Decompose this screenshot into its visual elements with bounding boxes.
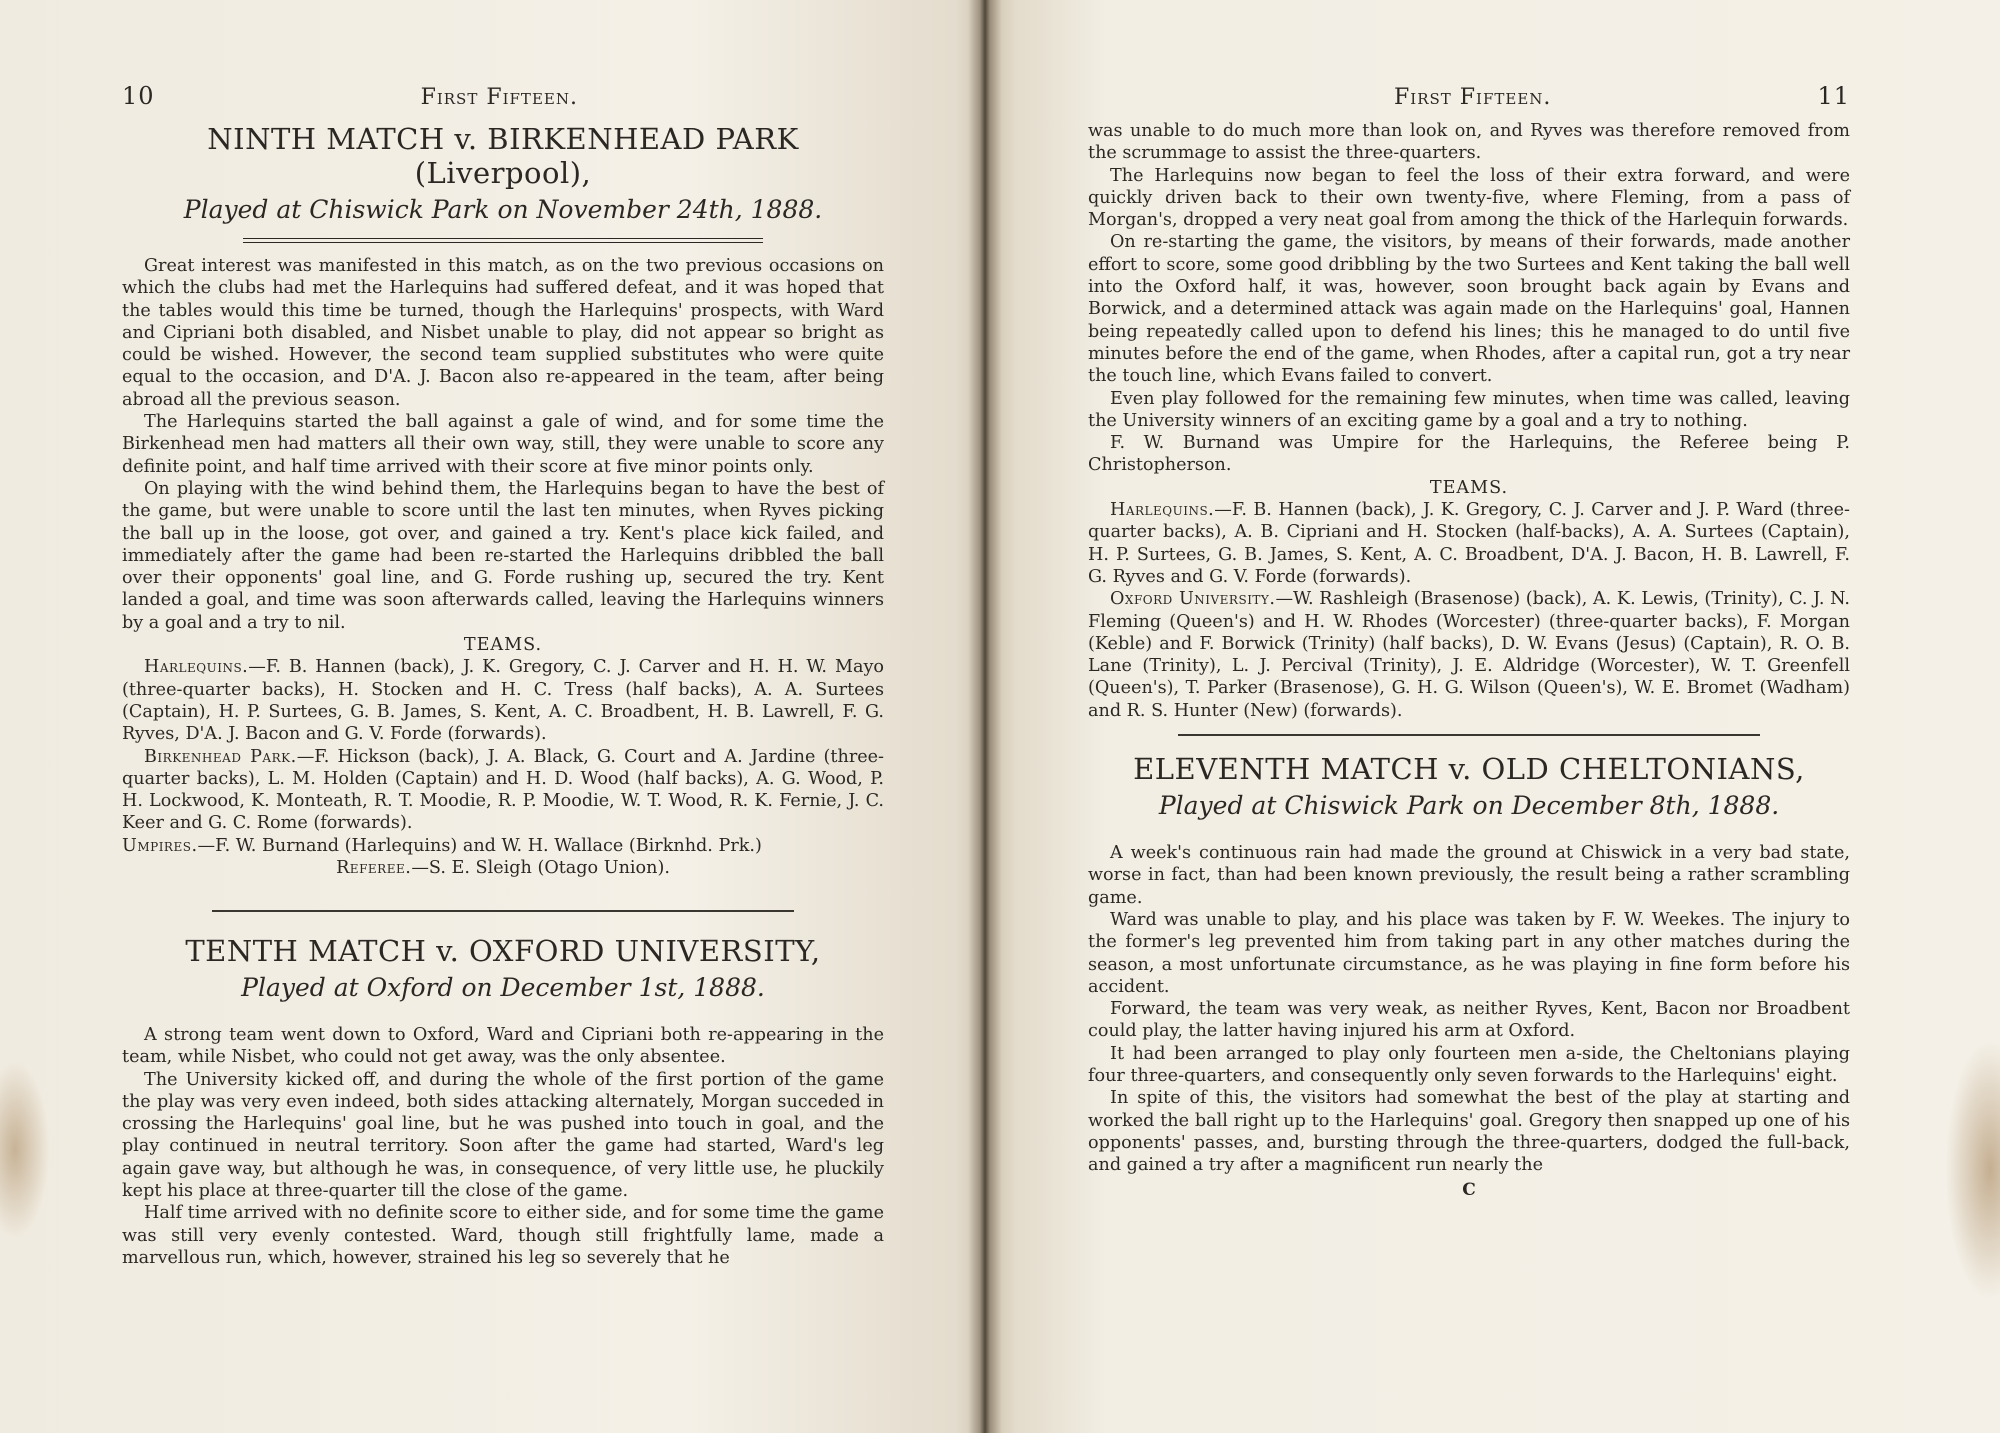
book-gutter: [968, 0, 1002, 1433]
paragraph: F. W. Burnand was Umpire for the Harlequins, the Referee being P. Christopherson.: [1088, 433, 1850, 476]
team-players: —F. B. Hannen (back), J. K. Gregory, C. J. Carver and H. H. W. Mayo (three-quarter backs), H. Stocken and H. C. Tress (half backs), A. A. Surtees (Captain), H. P. Surtees, G. B. James, S. Kent, A. C. Broadbent, H. B. Lawrell, F. G. Ryves, D'A. J. Bacon and G. V. Forde (forwards).: [122, 657, 884, 745]
team-players: —F. B. Hannen (back), J. K. Gregory, C. J. Carver and J. P. Ward (three-quarter backs), A. B. Cipriani and H. Stocken (half-backs), A. A. Surtees (Captain), H. P. Surtees, G. B. James, S. Kent, A. C. Broadbent, D'A. J. Bacon, H. B. Lawrell, F. G. Ryves and G. V. Forde (forwards).: [1088, 500, 1850, 587]
foxing-stain: [0, 1060, 50, 1240]
tenth-match-section: [122, 910, 884, 1269]
foxing-stain: [1945, 1040, 2000, 1300]
paragraph: On playing with the wind behind them, the Harlequins began to have the best of the game, but were unable to score until the last ten minutes, when Ryves picking the ball up in the loose, got over, and gained a try. Kent's place kick failed, and immediately after the game had been re-started the Harlequins dribbled the ball over their opponents' goal line, and G. Forde rushing up, secured the try. Kent landed a goal, and time was soon afterwards called, leaving the Harlequins winners by a goal and a try to nil.: [122, 478, 884, 633]
match-venue-date: Played at Chiswick Park on November 24th, 1888.: [183, 195, 823, 224]
page-number: 10: [122, 82, 155, 110]
officials-label: Umpires.: [122, 835, 198, 856]
team-players: —F. Hickson (back), J. A. Black, G. Court and A. Jardine (three-quarter backs), L. M. Holden (Captain) and H. D. Wood (half backs), A. G. Wood, P. H. Lockwood, K. Monteath, R. T. Moodie, R. P. Moodie, W. T. Wood, R. K. Fernie, J. C. Keer and G. C. Rome (forwards).: [122, 746, 884, 834]
paragraph: Even play followed for the remaining few minutes, when time was called, leaving the University winners of an exciting game by a goal and a try to nothing.: [1088, 388, 1850, 431]
match-title: ELEVENTH MATCH v. OLD CHELTONIANS,: [1133, 752, 1805, 787]
paragraph: A week's continuous rain had made the ground at Chiswick in a very bad state, worse in fact, than had been known previously, the result being a rather scrambling game.: [1088, 843, 1850, 908]
paragraph: Ward was unable to play, and his place was taken by F. W. Weekes. The injury to the former's leg prevented him from taking part in any other matches during the season, a most unfortunate circumstance, as he was playing in fine form before his accident.: [1088, 909, 1850, 997]
umpires-line: [122, 835, 884, 857]
officials-label: Referee.: [336, 858, 412, 879]
paragraph: Great interest was manifested in this match, as on the two previous occasions on which the clubs had met the Harlequins had suffered defeat, and it was hoped that the tables would this time be turned, though the Harlequins' prospects, with Ward and Cipriani both disabled, and Nisbet unable to play, did not appear so bright as could be wished. However, the second team supplied substitutes who were quite equal to the occasion, and D'A. J. Bacon also re-appeared in the team, after being abroad all the previous season.: [122, 256, 884, 410]
team-list-opponent: [122, 746, 884, 835]
match-venue-date: Played at Oxford on December 1st, 1888.: [241, 973, 765, 1002]
referee-line: [122, 857, 884, 879]
right-page: [985, 0, 2000, 1433]
officials: —S. E. Sleigh (Otago Union).: [411, 858, 670, 879]
team-label: Oxford University.: [1110, 589, 1276, 610]
team-label: Birkenhead Park.: [144, 746, 297, 767]
paragraph: A strong team went down to Oxford, Ward and Cipriani both re-appearing in the team, while Nisbet, who could not get away, was the only absentee.: [122, 1025, 884, 1068]
paragraph: The University kicked off, and during the whole of the first portion of the game the play was very even indeed, both sides attacking alternately, Morgan succeded in crossing the Harlequins' goal line, but he was pushed into touch in goal, and the play continued in neutral territory. Soon after the game had started, Ward's leg again gave way, but although he was, in consequence, of very little use, he pluckily kept his place at three-quarter till the close of the game.: [122, 1069, 884, 1202]
team-list-opponent: [1088, 588, 1850, 722]
paragraph: In spite of this, the visitors had somewhat the best of the play at starting and worked the ball right up to the Harlequins' goal. Gregory then snapped up one of his opponents' passes, and, bursting through the three-quarters, dodged the full-back, and gained a try after a magnificent run nearly the: [1088, 1088, 1850, 1176]
teams-heading: TEAMS.: [463, 635, 543, 656]
signature-mark: C: [1462, 1180, 1476, 1201]
team-label: Harlequins.: [1110, 500, 1215, 521]
paragraph: Half time arrived with no definite score to either side, and for some time the game was still very evenly contested. Ward, though still frightfully lame, made a marvellous run, which, however, strained his leg so severely that he: [122, 1203, 884, 1268]
match-venue-date: Played at Chiswick Park on December 8th, 1888.: [1158, 791, 1780, 821]
officials: —F. W. Burnand (Harlequins) and W. H. Wallace (Birknhd. Prk.): [197, 835, 762, 856]
page-number: 11: [1817, 82, 1850, 110]
right-running-head: [1088, 82, 1850, 110]
tenth-match-continued: [1088, 120, 1850, 1200]
running-head-title: First Fifteen.: [420, 85, 578, 110]
team-list-harlequins: [122, 656, 884, 745]
paragraph: The Harlequins started the ball against a gale of wind, and for some time the Birkenhead men had matters all their own way, still, they were unable to score any definite point, and half time arrived with their score at five minor points only.: [122, 412, 884, 477]
paragraph: It had been arranged to play only fourteen men a-side, the Cheltonians playing four three-quarters, and consequently only seven forwards to the Harlequins' eight.: [1088, 1043, 1850, 1086]
team-list-harlequins: [1088, 499, 1850, 588]
teams-heading: TEAMS.: [1429, 477, 1509, 498]
paragraph: On re-starting the game, the visitors, by means of their forwards, made another effort to score, some good dribbling by the two Surtees and Kent taking the ball well into the Oxford half, it was, however, soon brought back again by Evans and Borwick, and a determined attack was again made on the Harlequins' goal, Hannen being repeatedly called upon to defend his lines; this he managed to do until five minutes before the end of the game, when Rhodes, after a capital run, got a try near the touch line, which Evans failed to convert.: [1088, 232, 1850, 387]
team-label: Harlequins.: [144, 657, 249, 678]
paragraph: The Harlequins now began to feel the loss of their extra forward, and were quickly driven back to their own twenty-five, where Fleming, from a pass of Morgan's, dropped a very neat goal from among the thick of the Harlequin forwards.: [1088, 165, 1850, 231]
ninth-match-section: [122, 122, 884, 879]
paragraph: was unable to do much more than look on, and Ryves was therefore removed from the scrummage to assist the three-quarters.: [1088, 121, 1850, 164]
left-running-head: [122, 82, 884, 110]
running-head-title: First Fifteen.: [1394, 85, 1552, 110]
match-title: NINTH MATCH v. BIRKENHEAD PARK (Liverpool),: [207, 122, 799, 190]
left-page: [0, 0, 985, 1433]
team-players: —W. Rashleigh (Brasenose) (back), A. K. Lewis, (Trinity), C. J. N. Fleming (Queen's) and H. W. Rhodes (Worcester) (three-quarter backs), F. Morgan (Keble) and F. Borwick (Trinity) (half backs), D. W. Evans (Jesus) (Captain), R. O. B. Lane (Trinity), L. J. Percival (Trinity), J. E. Aldridge (Worcester), W. T. Greenfell (Queen's), T. Parker (Brasenose), G. H. G. Wilson (Queen's), W. E. Bromet (Wadham) and R. S. Hunter (New) (forwards).: [1088, 589, 1850, 721]
match-title: TENTH MATCH v. OXFORD UNIVERSITY,: [185, 934, 821, 968]
paragraph: Forward, the team was very weak, as neither Ryves, Kent, Bacon nor Broadbent could play, the latter having injured his arm at Oxford.: [1088, 999, 1850, 1042]
